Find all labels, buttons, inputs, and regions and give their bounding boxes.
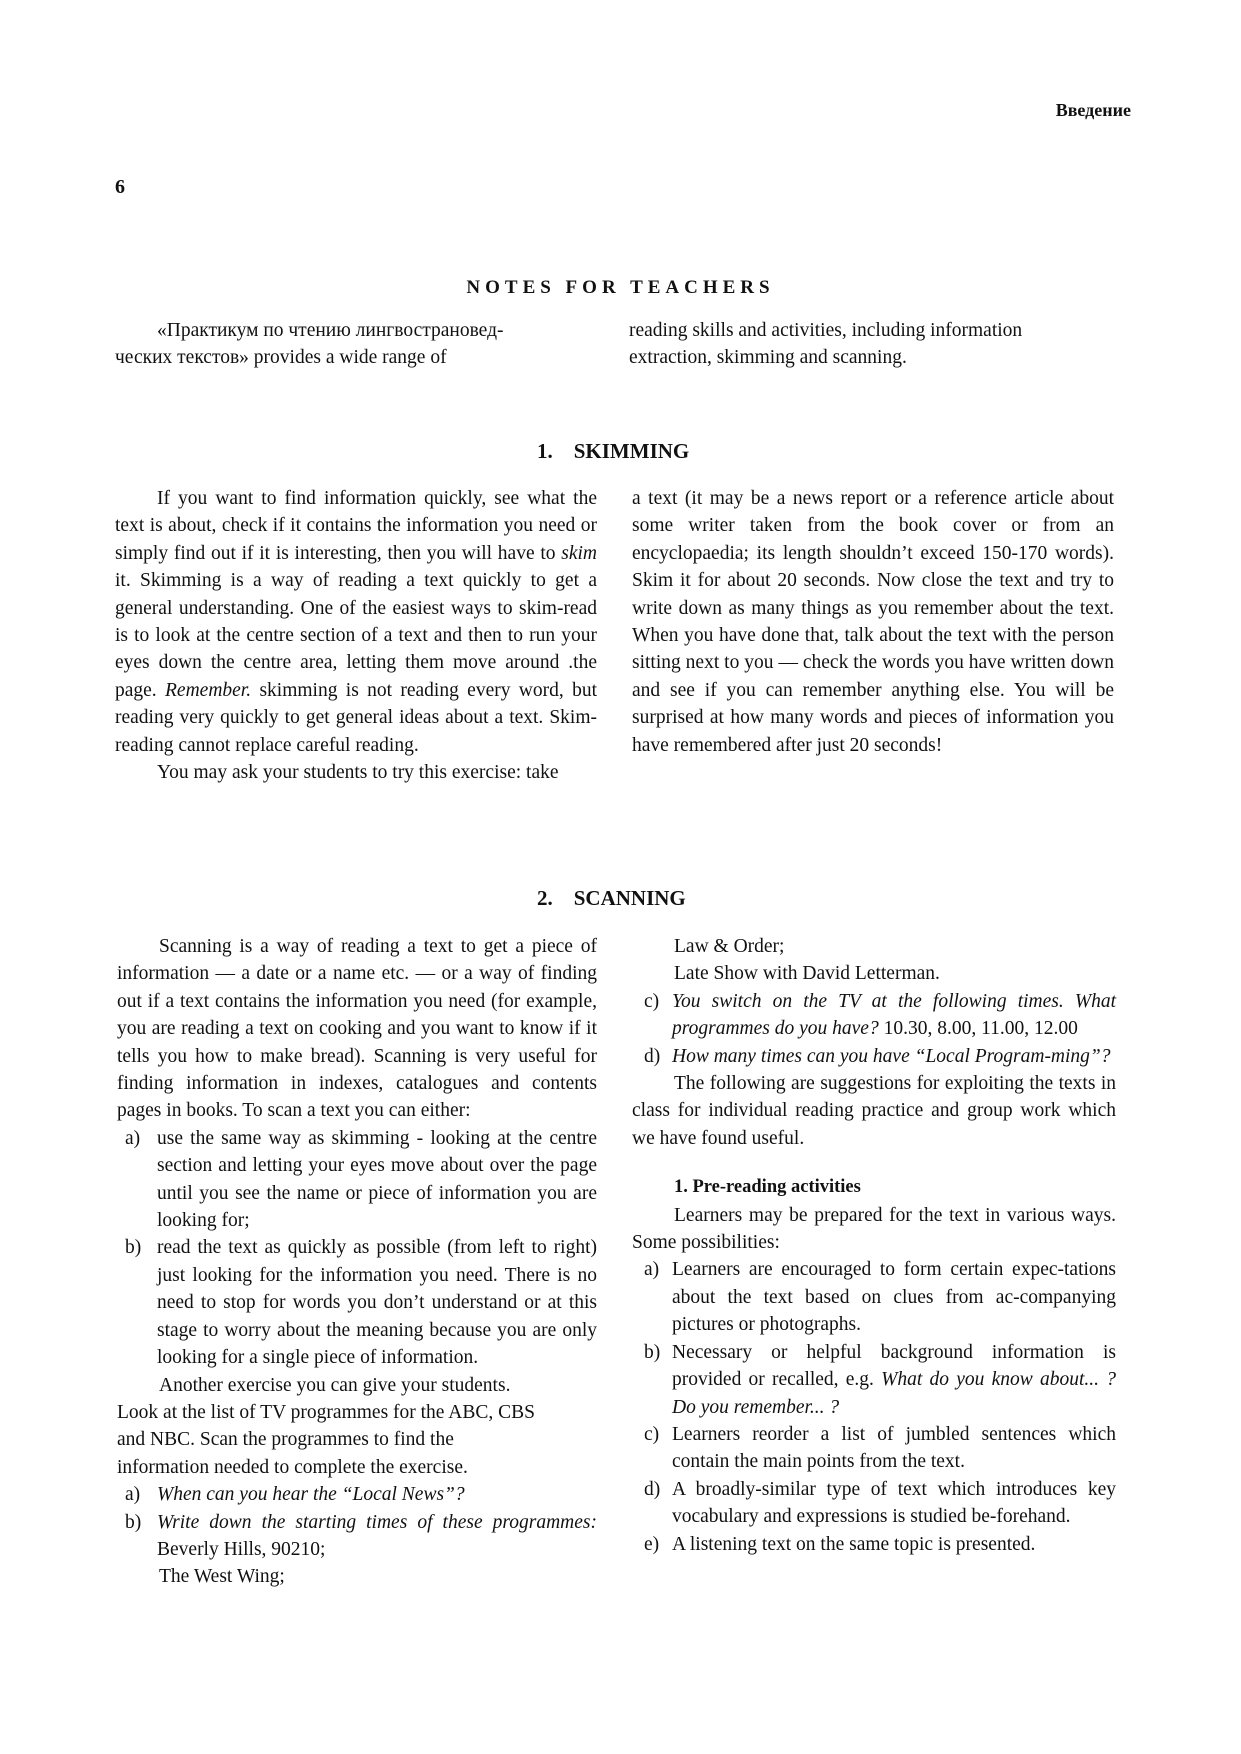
scanning-right — [632, 933, 1116, 1558]
programme-law-order: Law & Order; — [674, 936, 785, 957]
prereading-item-a: a) Learners are encouraged to form certain expec-tations about the text based on clues from ac-companying pictures or photographs. — [644, 1259, 1116, 1336]
prereading-item-d: d) A broadly-similar type of text which introduces key vocabulary and expressions is studied be-forehand. — [644, 1478, 1116, 1528]
following-paragraph: The following are suggestions for exploiting the texts in class for individual reading practice and group work which we have found useful. — [632, 1073, 1116, 1149]
list-item: a) use the same way as skimming - looking at the centre section and letting your eyes move about over the page until you see the name or piece of information you are looking for; — [125, 1127, 597, 1232]
programme-late-show: Late Show with David Letterman. — [674, 963, 940, 985]
prereading-item-c: c) Learners reorder a list of jumbled sentences which contain the main points from the text. — [644, 1423, 1116, 1473]
exercise-item-b: b) Write down the starting times of these programmes: Beverly Hills, 90210; — [125, 1511, 597, 1560]
exercise-item-c: c) You switch on the TV at the following times. What programmes do you have? 10.30, 8.00, 11.00, 12.00 — [644, 990, 1116, 1040]
exercise-item-a: a) When can you hear the “Local News”? — [125, 1484, 465, 1506]
running-header: Введение — [1055, 100, 1131, 120]
look-line-2: and NBC. Scan the programmes to find the — [117, 1429, 454, 1451]
intro-left-line2: ческих текстов» provides a wide range of — [115, 347, 447, 369]
programme-west-wing: The West Wing; — [159, 1566, 285, 1588]
look-line-3: information needed to complete the exercise. — [117, 1456, 468, 1478]
page-number: 6 — [115, 176, 125, 198]
skimming-paragraph-1: If you want to find information quickly, see what the text is about, check if it contains the information you need or simply find out if it is interesting, then you will have to skim it. Skimming is a way of reading a text quickly to get a general understanding. One of the easiest ways to skim-read is to look at the centre section of a text and then to run your eyes down the centre area, letting them move around .the page. Remember. skimming is not reading every word, but reading very quickly to get general ideas about a text. Skim-reading cannot replace careful reading. — [115, 488, 597, 756]
intro-left — [115, 317, 575, 372]
intro-left-line1: «Практикум по чтению лингвострановед- — [157, 320, 504, 341]
look-line-1: Look at the list of TV programmes for the ABC, CBS — [117, 1401, 535, 1423]
skimming-right — [632, 485, 1114, 759]
list-item: b) read the text as quickly as possible (from left to right) just looking for the information you need. There is no need to stop for words you don’t understand or at this stage to worry about the meaning because you are only looking for a single piece of information. — [125, 1237, 597, 1369]
intro-right-line2: extraction, skimming and scanning. — [629, 347, 907, 369]
exercise-item-d: d) How many times can you have “Local Program-ming”? — [644, 1045, 1111, 1067]
skimming-left — [115, 485, 597, 786]
prereading-heading: 1. Pre-reading activities — [674, 1177, 861, 1198]
scanning-paragraph-1: Scanning is a way of reading a text to get a piece of information — a date or a name etc. — or a way of finding out if a text contains the information you need (for example, you are reading a text on cooking and you want to know if it tells you how to make bread). Scanning is very useful for finding information in indexes, catalogues and contents pages in books. To scan a text you can either: — [117, 936, 597, 1122]
prereading-item-e: e) A listening text on the same topic is presented. — [644, 1533, 1036, 1555]
intro-right-line1: reading skills and activities, including information — [629, 320, 1023, 341]
skimming-right-paragraph: a text (it may be a news report or a reference article about some writer taken from the book cover or from an encyclopaedia; its length shouldn’t exceed 150-170 words). Skim it for about 20 seconds. Now close the text and try to write down as many things as you remember about the text. When you have done that, talk about the text with the person sitting next to you — check the words you have written down and see if you can remember anything else. You will be surprised at how many words and pieces of information you have remembered after just 20 seconds! — [632, 488, 1114, 756]
skimming-paragraph-2: You may ask your students to try this exercise: take — [157, 762, 559, 784]
prereading-intro: Learners may be prepared for the text in various ways. Some possibilities: — [632, 1204, 1116, 1254]
scanning-left — [117, 933, 597, 1591]
page-title: NOTES FOR TEACHERS — [466, 277, 775, 298]
intro-right — [629, 317, 1129, 372]
another-exercise: Another exercise you can give your students. — [159, 1374, 511, 1396]
scanning-heading: 2. SCANNING — [537, 886, 686, 910]
skimming-heading: 1. SKIMMING — [537, 439, 690, 463]
prereading-item-b: b) Necessary or helpful background information is provided or recalled, e.g. What do you know about... ? Do you remember... ? — [644, 1341, 1116, 1418]
